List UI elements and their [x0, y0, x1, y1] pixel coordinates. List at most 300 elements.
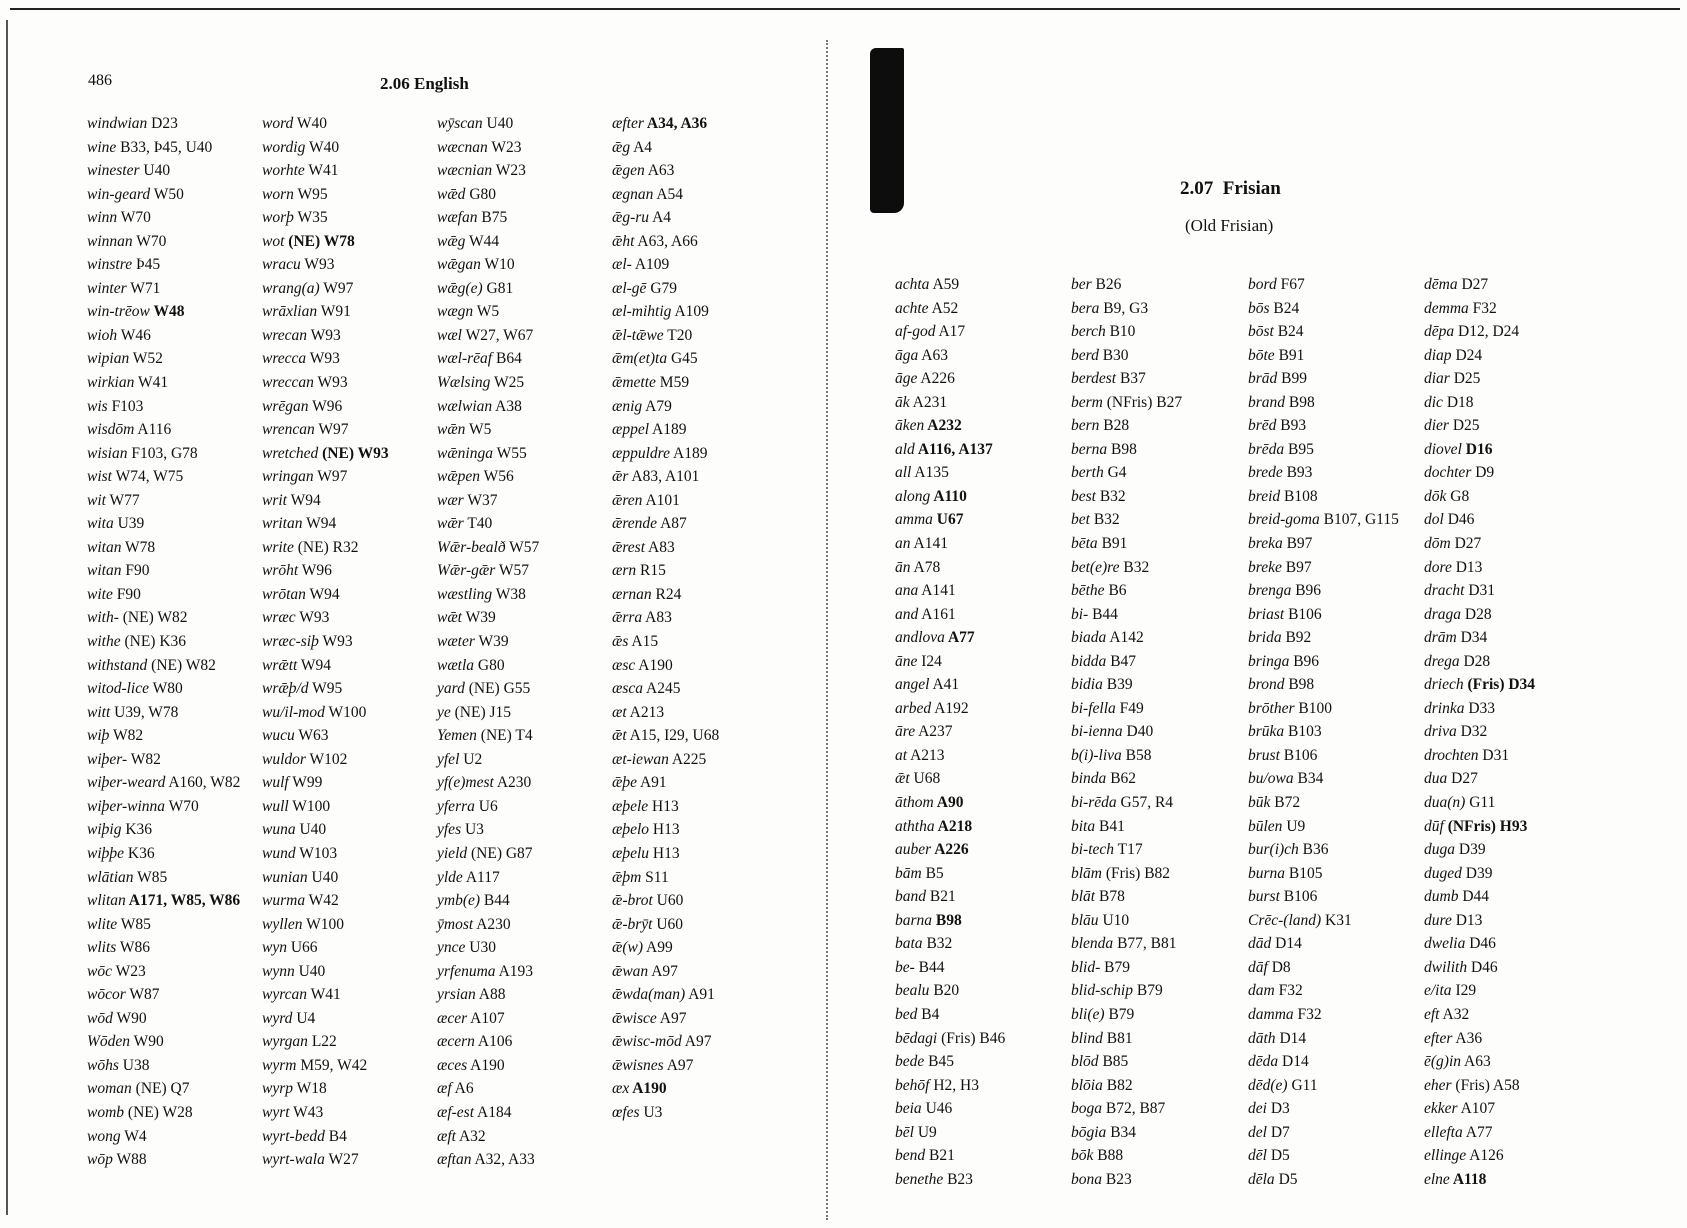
entry-word: win-trēow	[87, 303, 150, 321]
index-entry	[1248, 767, 1399, 791]
entry-reference: B21	[926, 888, 956, 906]
entry-word: Yemen	[437, 727, 477, 745]
entry-word: ē(g)in	[1424, 1053, 1462, 1071]
entry-reference: A4	[649, 209, 672, 227]
entry-word: berdest	[1071, 370, 1117, 388]
entry-word: bēl	[895, 1123, 914, 1141]
entry-word: æcern	[437, 1033, 475, 1051]
index-entry	[1071, 791, 1182, 815]
entry-word: dracht	[1424, 582, 1465, 600]
entry-word: bi-tech	[1071, 841, 1115, 859]
index-entry	[87, 583, 240, 607]
entry-reference: D39	[1455, 841, 1486, 859]
index-entry	[895, 1168, 1005, 1192]
entry-reference: D16	[1461, 440, 1493, 458]
entry-reference: B44	[480, 892, 510, 910]
entry-reference: B62	[1106, 770, 1137, 788]
index-entry	[262, 842, 389, 866]
entry-reference: B33, Þ45, U40	[116, 138, 213, 156]
index-entry	[1071, 1003, 1182, 1027]
entry-reference: W43	[289, 1103, 324, 1121]
index-entry	[262, 983, 389, 1007]
index-entry	[1071, 979, 1182, 1003]
entry-reference: A189	[669, 444, 708, 462]
index-entry	[1071, 556, 1182, 580]
index-entry	[262, 206, 389, 230]
index-entry	[437, 889, 539, 913]
index-entry	[262, 300, 389, 324]
entry-word: woman	[87, 1080, 132, 1098]
index-entry	[262, 489, 389, 513]
index-entry	[1424, 838, 1535, 862]
index-entry	[1424, 862, 1535, 886]
entry-word: bealu	[895, 982, 930, 1000]
index-entry	[895, 1097, 1005, 1121]
entry-word: damma	[1248, 1005, 1294, 1023]
entry-reference: D5	[1266, 1147, 1290, 1165]
entry-reference: D14	[1275, 1029, 1307, 1047]
entry-reference: U60	[652, 892, 684, 910]
entry-reference: W93	[295, 609, 330, 627]
section-number: 2.06	[380, 74, 410, 93]
entry-word: wǣt	[437, 609, 462, 627]
entry-word: blōia	[1071, 1076, 1103, 1094]
entry-word: ye	[437, 703, 451, 721]
entry-word: wōp	[87, 1151, 113, 1169]
index-entry	[87, 371, 240, 395]
index-entry	[1424, 720, 1535, 744]
index-entry	[1424, 461, 1535, 485]
entry-word: yferra	[437, 797, 475, 815]
entry-word: withstand	[87, 656, 148, 674]
index-entry	[1424, 344, 1535, 368]
entry-word: æf-est	[437, 1103, 475, 1121]
index-entry	[612, 960, 719, 984]
entry-reference: D13	[1451, 558, 1483, 576]
entry-word: wist	[87, 468, 112, 486]
entry-reference: W93	[307, 326, 341, 344]
entry-reference: W50	[150, 185, 184, 203]
entry-word: brond	[1248, 676, 1285, 694]
entry-word: dūf	[1424, 817, 1444, 835]
entry-reference: B105	[1285, 864, 1323, 882]
entry-reference: A63, A66	[634, 232, 698, 250]
entry-reference: W48	[149, 303, 185, 321]
entry-word: æt-iewan	[612, 750, 669, 768]
entry-word: andlova	[895, 629, 945, 647]
index-entry	[87, 300, 240, 324]
entry-word: ǣt	[895, 770, 910, 788]
entry-word: Wōden	[87, 1033, 131, 1051]
index-entry	[895, 485, 1005, 509]
index-entry	[895, 579, 1005, 603]
index-entry	[262, 677, 389, 701]
index-entry	[1071, 838, 1182, 862]
entry-reference: W5	[465, 421, 492, 439]
entry-word: ænig	[612, 397, 643, 415]
entry-reference: D39	[1461, 864, 1493, 882]
entry-word: best	[1071, 487, 1096, 505]
index-entry	[612, 253, 719, 277]
entry-word: wyrm	[262, 1056, 297, 1074]
index-entry	[87, 183, 240, 207]
index-entry	[87, 1125, 240, 1149]
entry-reference: A15	[628, 633, 659, 651]
index-entry	[612, 136, 719, 160]
entry-word: berth	[1071, 464, 1104, 482]
entry-reference: D31	[1478, 746, 1510, 764]
index-entry	[437, 1007, 539, 1031]
entry-word: berna	[1071, 440, 1108, 458]
entry-word: b(i)-liva	[1071, 746, 1122, 764]
entry-word: āge	[895, 370, 918, 388]
entry-reference: A226	[931, 841, 969, 859]
index-entry	[437, 724, 539, 748]
entry-reference: B108	[1280, 487, 1318, 505]
index-entry	[1248, 1027, 1399, 1051]
entry-word: womb	[87, 1103, 125, 1121]
entry-word: wlits	[87, 939, 117, 957]
entry-word: wyrd	[262, 1009, 293, 1027]
entry-word: diap	[1424, 346, 1452, 364]
entry-word: dēla	[1248, 1170, 1275, 1188]
index-entry	[895, 508, 1005, 532]
index-entry	[612, 536, 719, 560]
entry-word: breka	[1248, 535, 1283, 553]
entry-word: wita	[87, 515, 114, 533]
index-entry	[262, 583, 389, 607]
entry-word: write	[262, 538, 294, 556]
entry-word: wuna	[262, 821, 296, 839]
entry-word: dōk	[1424, 487, 1447, 505]
index-entry	[262, 253, 389, 277]
entry-reference: B32	[1089, 511, 1120, 529]
index-entry	[437, 771, 539, 795]
entry-reference: M59	[655, 374, 690, 392]
index-entry	[612, 1101, 719, 1125]
index-entry	[612, 1054, 719, 1078]
entry-word: witan	[87, 538, 122, 556]
index-entry	[612, 677, 719, 701]
index-entry	[87, 1077, 240, 1101]
entry-word: ǣ-brȳt	[612, 915, 653, 933]
index-entry	[895, 461, 1005, 485]
index-entry	[1424, 815, 1535, 839]
index-entry	[612, 748, 719, 772]
entry-word: Wælsing	[437, 374, 491, 392]
entry-reference: B93	[1282, 464, 1313, 482]
entry-reference: I24	[917, 652, 942, 670]
index-entry	[262, 724, 389, 748]
entry-word: ylde	[437, 868, 463, 886]
entry-word: worhte	[262, 162, 305, 180]
entry-word: del	[1248, 1123, 1267, 1141]
index-entry	[437, 418, 539, 442]
index-entry	[1424, 532, 1535, 556]
entry-word: blāu	[1071, 911, 1099, 929]
entry-reference: D3	[1266, 1100, 1290, 1118]
entry-word: diovel	[1424, 440, 1462, 458]
entry-word: aththa	[895, 817, 935, 835]
index-entry	[1424, 744, 1535, 768]
index-entry	[612, 654, 719, 678]
entry-reference: W100	[302, 915, 344, 933]
index-entry	[1071, 579, 1182, 603]
index-entry	[612, 277, 719, 301]
index-entry	[87, 324, 240, 348]
entry-reference: D13	[1451, 911, 1483, 929]
entry-reference: D24	[1451, 346, 1483, 364]
entry-word: eft	[1424, 1005, 1440, 1023]
entry-word: wurma	[262, 892, 306, 910]
running-head	[380, 74, 469, 94]
entry-reference: I29	[1451, 982, 1477, 1000]
entry-reference: B36	[1298, 841, 1329, 859]
entry-word: bera	[1071, 299, 1100, 317]
entry-word: ǣgen	[612, 162, 645, 180]
index-entry	[262, 795, 389, 819]
entry-word: word	[262, 115, 294, 132]
entry-word: wracu	[262, 256, 301, 274]
entry-word: āga	[895, 346, 919, 364]
index-entry	[262, 324, 389, 348]
entry-reference: K31	[1321, 911, 1352, 929]
index-entry	[262, 1030, 389, 1054]
entry-reference: D27	[1457, 276, 1489, 293]
index-entry	[895, 320, 1005, 344]
entry-reference: A218	[934, 817, 973, 835]
entry-reference: W56	[480, 468, 514, 486]
entry-reference: B96	[1289, 652, 1320, 670]
index-entry	[262, 442, 389, 466]
entry-reference: W94	[302, 515, 337, 533]
index-entry	[437, 183, 539, 207]
section-number: 2.07	[1180, 178, 1214, 199]
index-entry	[1424, 1121, 1535, 1145]
index-entry	[1248, 815, 1399, 839]
index-entry	[1248, 297, 1399, 321]
index-entry	[437, 1054, 539, 1078]
entry-reference: A59	[929, 276, 960, 293]
entry-reference: Þ45	[132, 256, 161, 274]
section-language: English	[414, 74, 469, 93]
entry-reference: A77	[1462, 1123, 1493, 1141]
index-entry	[612, 183, 719, 207]
entry-reference: A110	[930, 487, 967, 505]
entry-word: dumb	[1424, 888, 1459, 906]
index-column-3	[437, 112, 539, 1172]
entry-word: yf(e)mest	[437, 774, 494, 792]
index-entry	[1248, 485, 1399, 509]
entry-word: wæfan	[437, 209, 478, 227]
index-entry	[437, 606, 539, 630]
entry-reference: W55	[492, 444, 527, 462]
entry-word: ǣrende	[612, 515, 658, 533]
entry-word: witt	[87, 703, 111, 721]
entry-reference: (NE) K36	[120, 633, 187, 651]
entry-reference: W103	[295, 844, 338, 862]
entry-word: wǣninga	[437, 444, 493, 462]
right-page	[840, 0, 1687, 1228]
index-entry	[437, 512, 539, 536]
entry-reference: D8	[1267, 958, 1291, 976]
index-entry	[612, 1077, 719, 1101]
index-entry	[1424, 979, 1535, 1003]
entry-reference: B97	[1282, 535, 1313, 553]
entry-reference: W96	[298, 562, 332, 580]
entry-word: bita	[1071, 817, 1096, 835]
entry-reference: B32	[1119, 558, 1150, 576]
entry-reference: A97	[681, 1033, 712, 1051]
entry-word: ægnan	[612, 185, 654, 203]
entry-word: angel	[895, 676, 930, 694]
index-entry	[1071, 273, 1182, 297]
index-entry	[612, 983, 719, 1007]
index-entry	[895, 273, 1005, 297]
index-entry	[1248, 720, 1399, 744]
entry-reference: (NE) T4	[476, 727, 533, 745]
index-entry	[262, 866, 389, 890]
entry-word: demma	[1424, 299, 1469, 317]
entry-word: wōhs	[87, 1056, 119, 1074]
entry-word: brenga	[1248, 582, 1292, 600]
entry-word: æl-gē	[612, 279, 647, 297]
index-entry	[1071, 1121, 1182, 1145]
entry-word: windwian	[87, 115, 148, 132]
entry-reference: U60	[652, 915, 684, 933]
index-entry	[87, 960, 240, 984]
index-entry	[1424, 650, 1535, 674]
index-entry	[1424, 579, 1535, 603]
entry-word: dād	[1248, 935, 1272, 953]
entry-reference: W97	[314, 421, 349, 439]
index-entry	[1248, 414, 1399, 438]
entry-reference: U4	[292, 1009, 316, 1027]
index-entry	[895, 532, 1005, 556]
index-entry	[1071, 626, 1182, 650]
entry-reference: W42	[305, 892, 339, 910]
entry-reference: D9	[1471, 464, 1495, 482]
entry-reference: B81	[1102, 1029, 1133, 1047]
entry-reference: B79	[1100, 958, 1130, 976]
index-entry	[895, 438, 1005, 462]
index-entry	[1071, 885, 1182, 909]
index-entry	[1248, 673, 1399, 697]
index-entry	[1248, 956, 1399, 980]
entry-reference: A99	[643, 939, 673, 957]
entry-word: wrencan	[262, 421, 315, 439]
entry-word: æþelo	[612, 821, 650, 839]
entry-word: draga	[1424, 605, 1462, 623]
entry-word: æftan	[437, 1151, 472, 1169]
index-entry	[1071, 815, 1182, 839]
index-entry	[87, 1054, 240, 1078]
entry-word: wyllen	[262, 915, 303, 933]
entry-reference: W4	[120, 1127, 147, 1145]
index-entry	[262, 936, 389, 960]
index-entry	[87, 771, 240, 795]
entry-word: æx	[612, 1080, 630, 1098]
entry-reference: W23	[487, 138, 522, 156]
entry-word: barna	[895, 911, 933, 929]
index-entry	[612, 206, 719, 230]
index-entry	[87, 1030, 240, 1054]
index-entry	[1071, 508, 1182, 532]
entry-word: withe	[87, 633, 121, 651]
index-entry	[87, 112, 240, 136]
entry-word: winter	[87, 279, 127, 297]
index-entry	[437, 300, 539, 324]
entry-reference: B77, B81	[1113, 935, 1177, 953]
entry-reference: A126	[1466, 1147, 1504, 1165]
index-entry	[262, 512, 389, 536]
index-entry	[1424, 1097, 1535, 1121]
entry-reference: W82	[127, 750, 161, 768]
entry-reference: B98	[1107, 440, 1137, 458]
index-entry	[895, 744, 1005, 768]
entry-reference: U66	[286, 939, 318, 957]
index-entry	[1071, 485, 1182, 509]
entry-reference: (NE) G55	[464, 680, 531, 698]
index-entry	[87, 724, 240, 748]
entry-word: wræc-siþ	[262, 633, 319, 651]
index-entry	[87, 442, 240, 466]
entry-reference: A190	[629, 1080, 667, 1098]
entry-reference: A83, A101	[628, 468, 700, 486]
entry-word: ǣrra	[612, 609, 643, 627]
index-entry	[1248, 320, 1399, 344]
index-entry	[87, 277, 240, 301]
index-entry	[612, 512, 719, 536]
entry-word: āken	[895, 417, 925, 435]
entry-word: wrang(a)	[262, 279, 320, 297]
entry-reference: G11	[1287, 1076, 1318, 1094]
entry-word: wrōht	[262, 562, 299, 580]
entry-reference: B91	[1097, 535, 1128, 553]
index-entry	[437, 277, 539, 301]
entry-reference: W93	[300, 256, 335, 274]
entry-reference: A101	[642, 491, 680, 509]
entry-reference: W25	[490, 374, 525, 392]
entry-reference: B21	[925, 1147, 955, 1165]
entry-reference: A231	[909, 393, 948, 411]
index-entry	[895, 1121, 1005, 1145]
entry-reference: W27, W67	[461, 326, 534, 344]
entry-reference: W86	[116, 939, 151, 957]
index-entry	[87, 1148, 240, 1172]
entry-reference: W70	[132, 232, 167, 250]
index-entry	[612, 371, 719, 395]
entry-word: æl-mihtig	[612, 303, 672, 321]
index-entry	[1071, 438, 1182, 462]
entry-word: bōk	[1071, 1147, 1094, 1165]
entry-word: būk	[1248, 794, 1271, 812]
index-entry	[87, 347, 240, 371]
entry-reference: F103	[107, 397, 144, 415]
entry-word: worþ	[262, 209, 294, 227]
entry-reference: U9	[1282, 817, 1306, 835]
entry-word: efter	[1424, 1029, 1453, 1047]
index-entry	[1248, 461, 1399, 485]
entry-word: wull	[262, 797, 289, 815]
entry-reference: W57	[495, 562, 529, 580]
entry-reference: U2	[459, 750, 483, 768]
index-entry	[1424, 885, 1535, 909]
index-entry	[1071, 297, 1182, 321]
entry-reference: B97	[1281, 558, 1312, 576]
entry-word: wine	[87, 138, 117, 156]
index-entry	[262, 371, 389, 395]
